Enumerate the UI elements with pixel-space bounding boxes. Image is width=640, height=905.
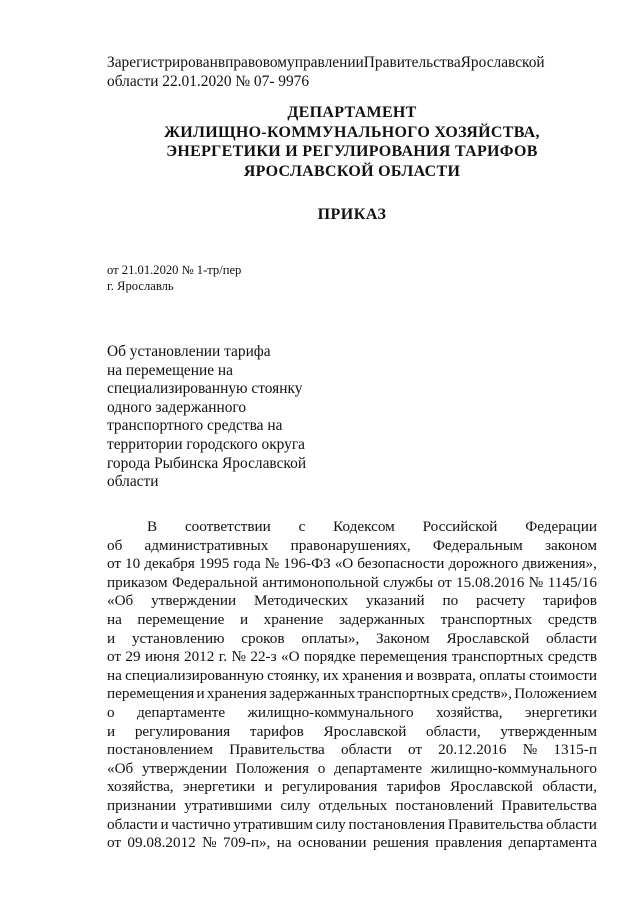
registration-line: ЗарегистрированвправовомуправленииПравительстваЯрославской xyxy=(107,54,545,71)
body-line: о департаменте жилищно-коммунального хозяйства, энергетики xyxy=(107,703,597,721)
body-line: на специализированную стоянку, их хранения и возврата, оплаты стоимости xyxy=(107,666,597,684)
body-line: области и частично утратившим силу постановления Правительства области xyxy=(107,815,597,833)
body-line: признании утратившими силу отдельных постановлений Правительства xyxy=(107,796,597,814)
department-line: ДЕПАРТАМЕНТ xyxy=(287,104,417,121)
subject-line: Об установлении тарифа xyxy=(107,343,271,360)
body-line: «Об утверждении Положения о департаменте жилищно-коммунального xyxy=(107,759,597,777)
registration-line: области 22.01.2020 № 07- 9976 xyxy=(107,73,310,90)
department-line: ЖИЛИЩНО-КОММУНАЛЬНОГО ХОЗЯЙСТВА, xyxy=(164,123,540,141)
subject-line: транспортного средства на xyxy=(107,417,283,435)
subject-line: на перемещение на xyxy=(107,361,233,379)
body-line: и установлению сроков оплаты», Законом Ярославской области xyxy=(107,629,597,647)
order-subject xyxy=(107,343,327,492)
department-line: ЭНЕРГЕТИКИ И РЕГУЛИРОВАНИЯ ТАРИФОВ xyxy=(166,143,538,161)
document-meta xyxy=(107,262,241,294)
body-line: приказом Федеральной антимонопольной службы от 15.08.2016 № 1145/16 xyxy=(107,573,597,591)
document-type: ПРИКАЗ xyxy=(317,206,387,223)
department-line: ЯРОСЛАВСКОЙ ОБЛАСТИ xyxy=(243,162,461,180)
subject-line: одного задержанного xyxy=(107,398,247,416)
body-line: от 09.08.2012 № 709-п», на основании решения правления департамента xyxy=(107,834,597,852)
date-number: от 21.01.2020 № 1-тр/пер xyxy=(107,263,242,277)
body-line: хозяйства, энергетики и регулирования тарифов Ярославской области, xyxy=(107,778,597,796)
body-line: В соответствии с Кодексом Российской Федерации xyxy=(147,518,597,535)
registration-note xyxy=(107,53,597,91)
body-paragraph xyxy=(107,518,597,853)
body-line: постановлением Правительства области от 20.12.2016 № 1315-п xyxy=(107,741,597,759)
body-line: от 29 июня 2012 г. № 22-з «О порядке перемещения транспортных средств xyxy=(107,648,597,666)
body-line: об административных правонарушениях, Федеральным законом xyxy=(107,536,597,554)
subject-line: специализированную стоянку xyxy=(107,380,303,398)
subject-line: области xyxy=(107,473,159,491)
department-header xyxy=(107,103,597,181)
subject-line: города Рыбинска Ярославской xyxy=(107,454,307,472)
body-line: и регулирования тарифов Ярославской области, утвержденным xyxy=(107,722,597,740)
body-line: на перемещение и хранение задержанных транспортных средств xyxy=(107,610,597,628)
body-line: «Об утверждении Методических указаний по расчету тарифов xyxy=(107,592,597,610)
subject-line: территории городского округа xyxy=(107,435,306,453)
body-line: от 10 декабря 1995 года № 196-ФЗ «О безопасности дорожного движения», xyxy=(107,555,597,573)
body-line: перемещения и хранения задержанных транспортных средств», Положением xyxy=(107,685,597,703)
city: г. Ярославль xyxy=(107,279,174,293)
